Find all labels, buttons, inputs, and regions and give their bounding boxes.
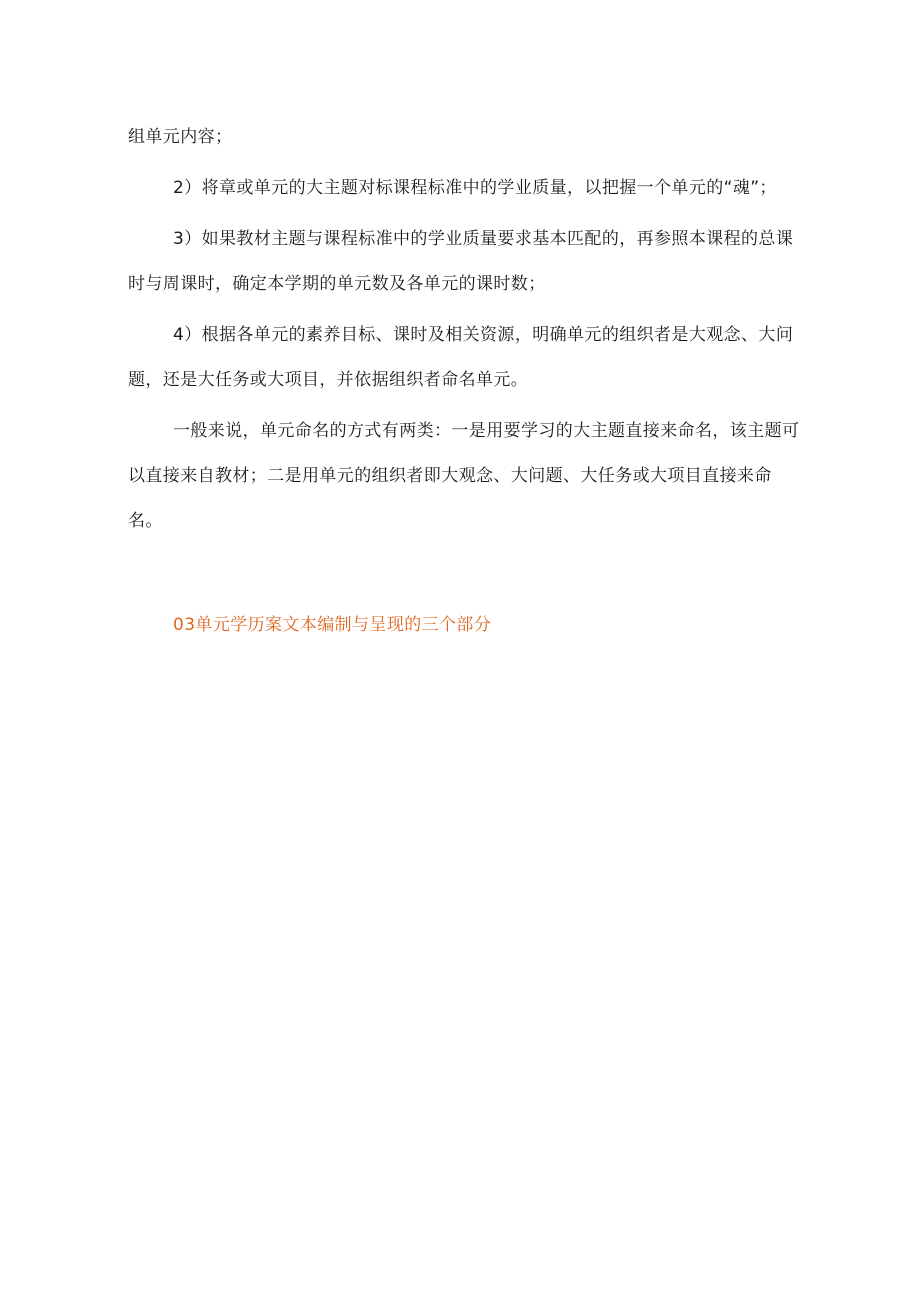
paragraph-naming-methods: 一般来说，单元命名的方式有两类：一是用要学习的大主题直接来命名，该主题可以直接来自教材；二是用单元的组织者即大观念、大问题、大任务或大项目直接来命名。 xyxy=(128,421,800,531)
paragraph-continuation: 组单元内容； xyxy=(128,127,233,147)
paragraph-step-2: 2）将章或单元的大主题对标课程标准中的学业质量，以把握一个单元的“魂”； xyxy=(173,178,777,198)
body-text xyxy=(128,115,800,544)
paragraph-step-3: 3）如果教材主题与课程标准中的学业质量要求基本匹配的，再参照本课程的总课时与周课时，确定本学期的单元数及各单元的课时数； xyxy=(128,229,794,294)
section-heading: 03单元学历案文本编制与呈现的三个部分 xyxy=(173,615,492,635)
paragraph-step-4: 4）根据各单元的素养目标、课时及相关资源，明确单元的组织者是大观念、大问题，还是大任务或大项目，并依据组织者命名单元。 xyxy=(128,325,794,390)
